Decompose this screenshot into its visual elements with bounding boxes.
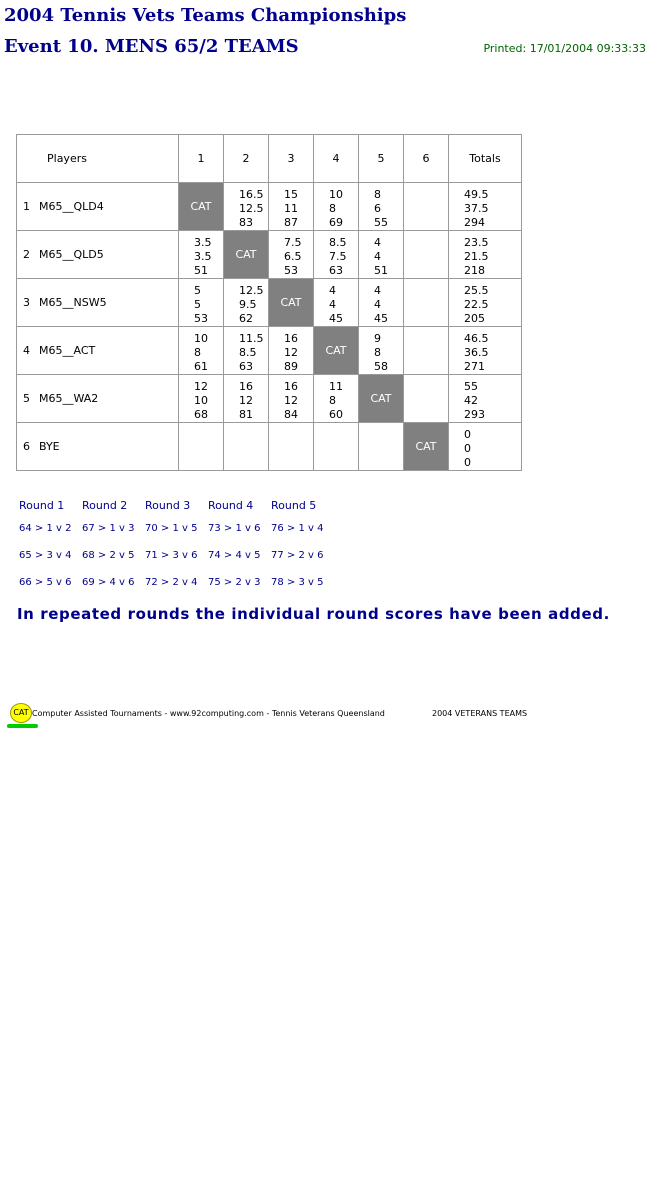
results-grid-body [17, 135, 522, 471]
score-value: 12.5 [239, 202, 264, 215]
score-value: 68 [194, 408, 208, 421]
total-value: 22.5 [464, 298, 489, 311]
round-match: 69 > 4 v 6 [82, 577, 135, 588]
score-value: 7.5 [329, 250, 347, 263]
player-name-cell [17, 183, 179, 231]
score-value: 51 [194, 264, 208, 277]
round-title: Round 5 [271, 499, 317, 512]
score-value: 12 [284, 346, 298, 359]
player-number: 5 [23, 392, 30, 405]
grid-header-row [17, 135, 522, 183]
score-cell [359, 423, 404, 471]
total-value: 205 [464, 312, 485, 325]
round-match: 78 > 3 v 5 [271, 577, 324, 588]
round-match: 73 > 1 v 6 [208, 523, 261, 534]
totals-header: Totals [449, 135, 522, 183]
score-cell [269, 183, 314, 231]
round-match: 68 > 2 v 5 [82, 550, 135, 561]
score-value: 55 [374, 216, 388, 229]
score-cell [359, 279, 404, 327]
score-cell [359, 183, 404, 231]
player-name: BYE [39, 440, 60, 453]
total-value: 36.5 [464, 346, 489, 359]
round-match: 72 > 2 v 4 [145, 577, 198, 588]
totals-cell [449, 327, 522, 375]
score-cell [314, 231, 359, 279]
score-value: 4 [329, 298, 336, 311]
round-match: 76 > 1 v 4 [271, 523, 324, 534]
score-value: 10 [194, 394, 208, 407]
total-value: 55 [464, 380, 478, 393]
score-value: 8 [329, 202, 336, 215]
round-match: 65 > 3 v 4 [19, 550, 72, 561]
self-match-cell: CAT [404, 423, 449, 471]
score-cell [179, 327, 224, 375]
player-row [17, 231, 522, 279]
player-row [17, 375, 522, 423]
cat-logo-circle: CAT [10, 703, 32, 723]
score-value: 53 [284, 264, 298, 277]
round-title: Round 2 [82, 499, 128, 512]
player-name-cell [17, 375, 179, 423]
score-cell [404, 231, 449, 279]
score-cell [179, 375, 224, 423]
player-row [17, 183, 522, 231]
player-row [17, 327, 522, 375]
score-value: 4 [374, 284, 381, 297]
player-number: 2 [23, 248, 30, 261]
results-grid [16, 134, 522, 471]
player-name-cell [17, 327, 179, 375]
total-value: 271 [464, 360, 485, 373]
score-cell [404, 375, 449, 423]
self-match-cell: CAT [269, 279, 314, 327]
round-match: 64 > 1 v 2 [19, 523, 72, 534]
round-title: Round 1 [19, 499, 65, 512]
score-value: 4 [374, 236, 381, 249]
player-name: M65__WA2 [39, 392, 99, 405]
score-value: 87 [284, 216, 298, 229]
total-value: 293 [464, 408, 485, 421]
col-header-6: 6 [404, 135, 449, 183]
score-cell [224, 327, 269, 375]
self-match-cell: CAT [224, 231, 269, 279]
footer-event-name: 2004 VETERANS TEAMS [432, 709, 528, 718]
total-value: 37.5 [464, 202, 489, 215]
score-value: 53 [194, 312, 208, 325]
score-value: 5 [194, 284, 201, 297]
score-value: 8 [374, 188, 381, 201]
self-match-cell: CAT [359, 375, 404, 423]
score-cell [359, 231, 404, 279]
score-value: 63 [239, 360, 253, 373]
self-match-cell: CAT [314, 327, 359, 375]
total-value: 218 [464, 264, 485, 277]
total-value: 25.5 [464, 284, 489, 297]
score-cell [269, 327, 314, 375]
score-value: 3.5 [194, 250, 212, 263]
score-value: 58 [374, 360, 388, 373]
score-value: 69 [329, 216, 343, 229]
event-title: Event 10. MENS 65/2 TEAMS [4, 36, 299, 57]
player-number: 6 [23, 440, 30, 453]
score-cell [404, 279, 449, 327]
col-header-4: 4 [314, 135, 359, 183]
round-title: Round 3 [145, 499, 191, 512]
score-value: 4 [374, 250, 381, 263]
round-match: 75 > 2 v 3 [208, 577, 261, 588]
score-value: 60 [329, 408, 343, 421]
total-value: 0 [464, 428, 471, 441]
scoring-note: In repeated rounds the individual round scores have been added. [17, 605, 610, 623]
player-name: M65__NSW5 [39, 296, 107, 309]
score-cell [224, 375, 269, 423]
total-value: 23.5 [464, 236, 489, 249]
score-value: 89 [284, 360, 298, 373]
score-value: 62 [239, 312, 253, 325]
score-value: 83 [239, 216, 253, 229]
totals-cell [449, 423, 522, 471]
score-cell [179, 279, 224, 327]
score-value: 8 [194, 346, 201, 359]
score-value: 81 [239, 408, 253, 421]
score-value: 10 [194, 332, 208, 345]
score-value: 11 [284, 202, 298, 215]
player-row [17, 423, 522, 471]
player-number: 1 [23, 200, 30, 213]
score-cell [404, 327, 449, 375]
score-value: 5 [194, 298, 201, 311]
score-value: 9 [374, 332, 381, 345]
totals-cell [449, 279, 522, 327]
totals-cell [449, 231, 522, 279]
score-value: 8 [374, 346, 381, 359]
score-cell [269, 423, 314, 471]
round-match: 77 > 2 v 6 [271, 550, 324, 561]
score-cell [314, 423, 359, 471]
score-value: 4 [329, 284, 336, 297]
total-value: 46.5 [464, 332, 489, 345]
score-value: 61 [194, 360, 208, 373]
score-value: 10 [329, 188, 343, 201]
printed-timestamp: Printed: 17/01/2004 09:33:33 [483, 42, 646, 55]
score-cell [359, 327, 404, 375]
round-match: 66 > 5 v 6 [19, 577, 72, 588]
championship-title: 2004 Tennis Vets Teams Championships [4, 5, 407, 26]
score-value: 16.5 [239, 188, 264, 201]
score-value: 11 [329, 380, 343, 393]
score-cell [224, 423, 269, 471]
player-name-cell [17, 279, 179, 327]
totals-cell [449, 375, 522, 423]
score-cell [314, 183, 359, 231]
total-value: 294 [464, 216, 485, 229]
col-header-2: 2 [224, 135, 269, 183]
player-number: 4 [23, 344, 30, 357]
score-value: 16 [284, 332, 298, 345]
player-name-cell [17, 423, 179, 471]
round-match: 67 > 1 v 3 [82, 523, 135, 534]
col-header-3: 3 [269, 135, 314, 183]
score-cell [179, 231, 224, 279]
score-value: 3.5 [194, 236, 212, 249]
score-value: 16 [239, 380, 253, 393]
score-value: 84 [284, 408, 298, 421]
score-value: 8.5 [329, 236, 347, 249]
total-value: 42 [464, 394, 478, 407]
round-match: 70 > 1 v 5 [145, 523, 198, 534]
score-value: 12.5 [239, 284, 264, 297]
score-value: 45 [329, 312, 343, 325]
player-row [17, 279, 522, 327]
total-value: 0 [464, 456, 471, 469]
score-value: 45 [374, 312, 388, 325]
players-header: Players [17, 135, 179, 183]
score-value: 51 [374, 264, 388, 277]
score-value: 12 [239, 394, 253, 407]
total-value: 21.5 [464, 250, 489, 263]
score-cell [224, 279, 269, 327]
score-cell [224, 183, 269, 231]
cat-logo-underline [7, 724, 38, 728]
self-match-cell: CAT [179, 183, 224, 231]
total-value: 0 [464, 442, 471, 455]
footer-credits: Computer Assisted Tournaments - www.92computing.com - Tennis Veterans Queensland [32, 709, 385, 718]
player-name: M65__QLD4 [39, 200, 104, 213]
score-cell [314, 375, 359, 423]
score-value: 11.5 [239, 332, 264, 345]
totals-cell [449, 183, 522, 231]
score-value: 6.5 [284, 250, 302, 263]
score-cell [269, 231, 314, 279]
player-name-cell [17, 231, 179, 279]
player-name: M65__QLD5 [39, 248, 104, 261]
score-value: 15 [284, 188, 298, 201]
col-header-1: 1 [179, 135, 224, 183]
score-value: 12 [194, 380, 208, 393]
player-name: M65__ACT [39, 344, 96, 357]
score-value: 9.5 [239, 298, 257, 311]
score-cell [404, 183, 449, 231]
score-cell [179, 423, 224, 471]
footer [7, 703, 567, 731]
round-match: 74 > 4 v 5 [208, 550, 261, 561]
score-value: 4 [374, 298, 381, 311]
score-value: 16 [284, 380, 298, 393]
round-match: 71 > 3 v 6 [145, 550, 198, 561]
round-title: Round 4 [208, 499, 254, 512]
score-value: 12 [284, 394, 298, 407]
col-header-5: 5 [359, 135, 404, 183]
total-value: 49.5 [464, 188, 489, 201]
cat-logo [7, 703, 35, 729]
score-value: 8 [329, 394, 336, 407]
score-value: 7.5 [284, 236, 302, 249]
score-value: 6 [374, 202, 381, 215]
score-value: 63 [329, 264, 343, 277]
score-cell [269, 375, 314, 423]
score-cell [314, 279, 359, 327]
score-value: 8.5 [239, 346, 257, 359]
player-number: 3 [23, 296, 30, 309]
